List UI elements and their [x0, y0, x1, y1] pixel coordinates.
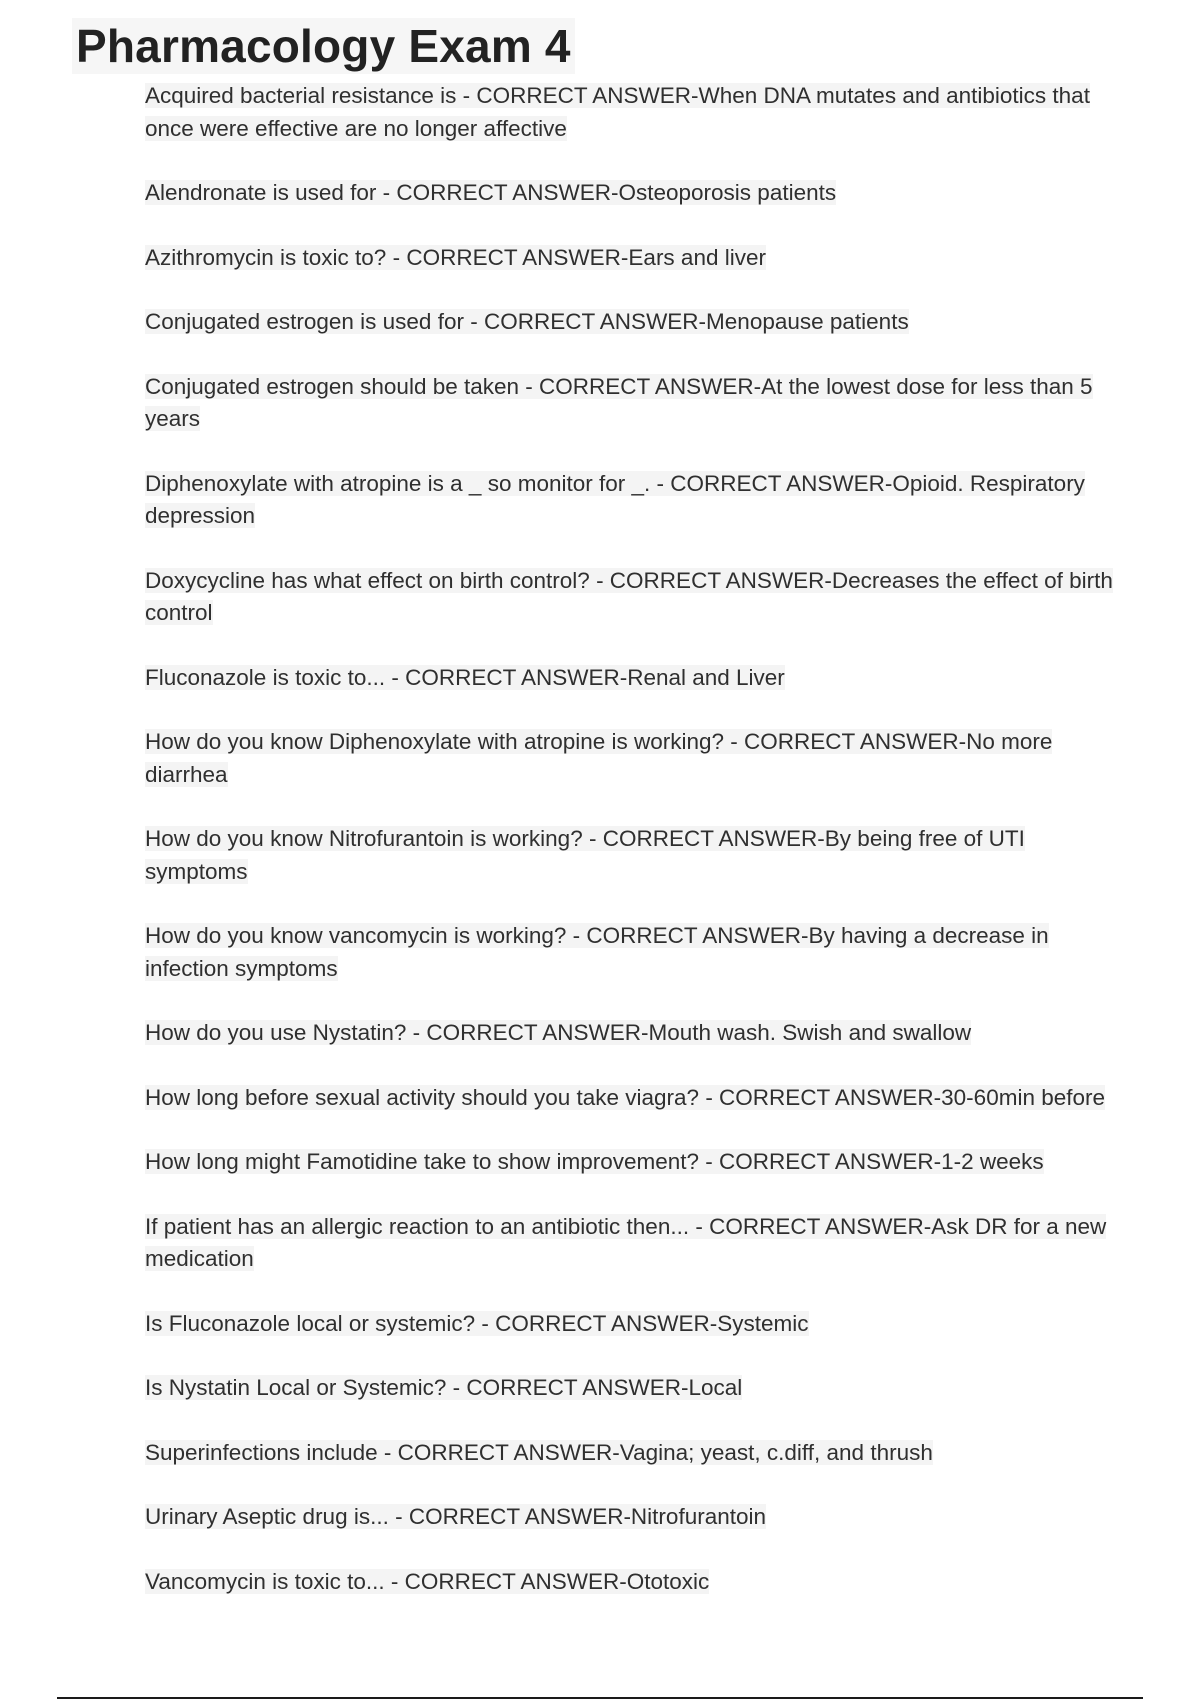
list-item	[145, 823, 1130, 888]
qa-text: If patient has an allergic reaction to an antibiotic then... - CORRECT ANSWER-Ask DR for a new medication	[145, 1213, 1107, 1271]
qa-text: Vancomycin is toxic to... - CORRECT ANSWER-Ototoxic	[145, 1568, 710, 1594]
list-item	[145, 920, 1130, 985]
question-answer-list	[145, 80, 1130, 1630]
qa-text: How do you know vancomycin is working? - CORRECT ANSWER-By having a decrease in infection symptoms	[145, 923, 1049, 981]
qa-text: Is Fluconazole local or systemic? - CORRECT ANSWER-Systemic	[145, 1310, 809, 1336]
list-item	[145, 1437, 1130, 1470]
list-item	[145, 1017, 1130, 1050]
list-item	[145, 662, 1130, 695]
qa-text: Alendronate is used for - CORRECT ANSWER-Osteoporosis patients	[145, 180, 837, 205]
list-item	[145, 1211, 1130, 1276]
qa-text: How long might Famotidine take to show improvement? - CORRECT ANSWER-1-2 weeks	[145, 1149, 1044, 1174]
qa-text: How do you know Nitrofurantoin is working? - CORRECT ANSWER-By being free of UTI symptoms	[145, 826, 1025, 884]
qa-text: Conjugated estrogen is used for - CORRECT ANSWER-Menopause patients	[145, 309, 909, 334]
page-title: Pharmacology Exam 4	[72, 18, 575, 74]
list-item	[145, 306, 1130, 339]
qa-text: How do you use Nystatin? - CORRECT ANSWER-Mouth wash. Swish and swallow	[145, 1020, 972, 1045]
list-item	[145, 1372, 1130, 1405]
qa-text: Is Nystatin Local or Systemic? - CORRECT ANSWER-Local	[145, 1375, 743, 1400]
qa-text: How long before sexual activity should you take viagra? - CORRECT ANSWER-30-60min before	[145, 1084, 1106, 1110]
qa-text: Superinfections include - CORRECT ANSWER-Vagina; yeast, c.diff, and thrush	[145, 1439, 933, 1465]
list-item	[145, 1146, 1130, 1179]
qa-text: Fluconazole is toxic to... - CORRECT ANSWER-Renal and Liver	[145, 664, 785, 690]
list-item	[145, 565, 1130, 630]
qa-text: Diphenoxylate with atropine is a _ so monitor for _. - CORRECT ANSWER-Opioid. Respiratory depression	[145, 470, 1085, 528]
list-item	[145, 1566, 1130, 1599]
qa-text: Acquired bacterial resistance is - CORRECT ANSWER-When DNA mutates and antibiotics that once were effective are no longer affective	[145, 83, 1090, 141]
qa-text: Conjugated estrogen should be taken - CORRECT ANSWER-At the lowest dose for less than 5 years	[145, 373, 1093, 431]
list-item	[145, 1501, 1130, 1534]
qa-text: Urinary Aseptic drug is... - CORRECT ANSWER-Nitrofurantoin	[145, 1504, 767, 1529]
list-item	[145, 371, 1130, 436]
list-item	[145, 468, 1130, 533]
list-item	[145, 1308, 1130, 1341]
list-item	[145, 726, 1130, 791]
qa-text: How do you know Diphenoxylate with atropine is working? - CORRECT ANSWER-No more diarrhea	[145, 729, 1053, 787]
list-item	[145, 1082, 1130, 1115]
qa-text: Azithromycin is toxic to? - CORRECT ANSWER-Ears and liver	[145, 244, 766, 270]
qa-text: Doxycycline has what effect on birth control? - CORRECT ANSWER-Decreases the effect of birth control	[145, 567, 1113, 625]
list-item	[145, 80, 1130, 145]
list-item	[145, 242, 1130, 275]
footer-divider	[57, 1697, 1143, 1699]
list-item	[145, 177, 1130, 210]
